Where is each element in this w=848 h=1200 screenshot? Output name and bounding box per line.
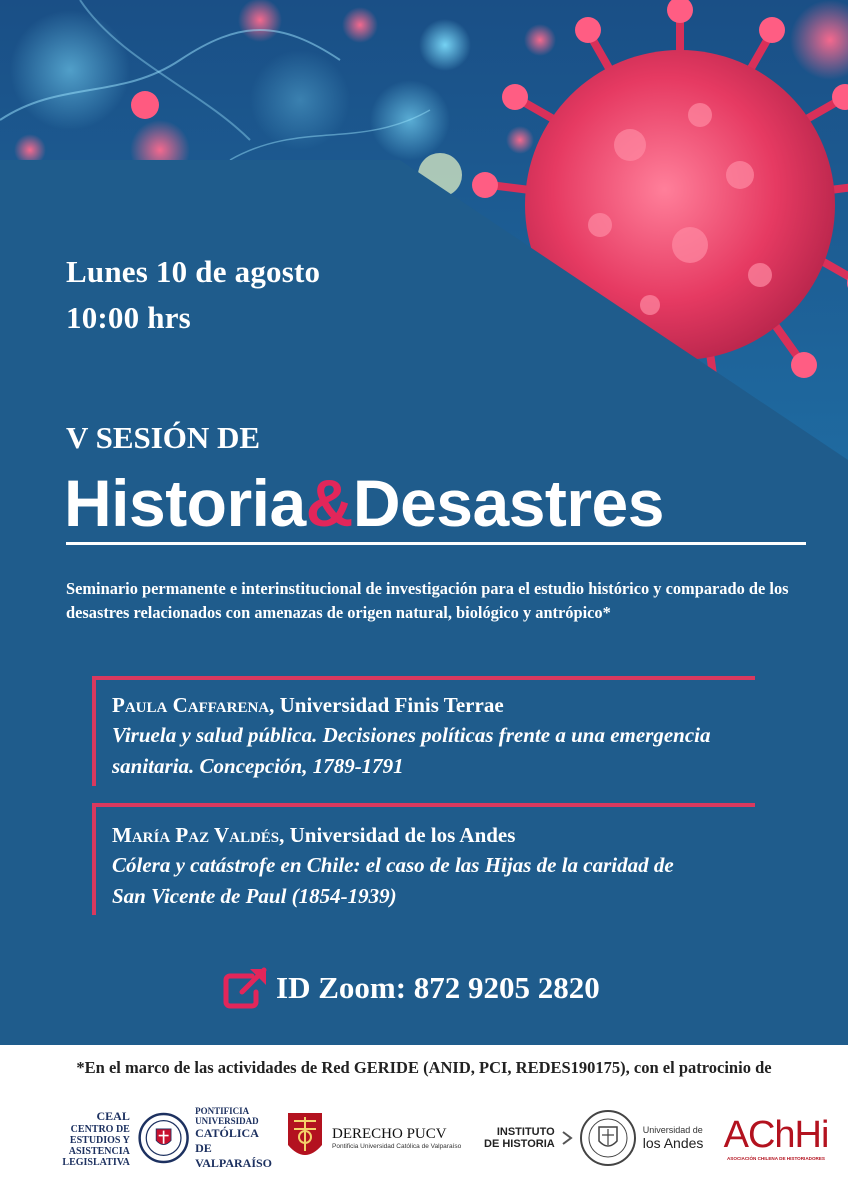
pucv-seal-icon [138,1107,189,1169]
uandes-seal-icon [579,1109,637,1167]
talk-2-title: Cólera y catástrofe en Chile: el caso de las Hijas de la caridad de San Vicente de Paul (1854-1939) [112,853,674,908]
event-date: Lunes 10 de agosto [66,254,321,289]
zoom-id-text: ID Zoom: 872 9205 2820 [276,970,600,1005]
instituto-historia-logo [484,1100,704,1176]
talk-2-divider [92,803,755,807]
achhi-name: ASOCIACIÓN CHILENA DE HISTORIADORES [726,1155,825,1161]
talk-2-speaker [112,820,712,850]
external-link-icon [222,966,270,1010]
talk-1-title: Viruela y salud pública. Decisiones políticas frente a una emergencia sanitaria. Concepción, 1789-1791 [112,723,711,778]
pucv-line3: CATÓLICA DE [195,1125,259,1155]
talk-1-affiliation: , Universidad Finis Terrae [269,693,504,717]
talk-1 [112,690,752,782]
title-underline [66,542,806,545]
session-heading: V SESIÓN DE [66,420,261,455]
event-time: 10:00 hrs [66,300,191,335]
event-description: Seminario permanente e interinstitucional de investigación para el estudio histórico y comparado de los desastres relacionados con amenazas de origen natural, biológico y antrópico* [66,579,789,622]
derecho-pucv-logo [286,1100,476,1176]
virus-illustration [0,0,848,460]
talk-2-side-bar [92,803,96,915]
talk-1-side-bar [92,676,96,786]
talk-1-divider [92,676,755,680]
talk-1-speaker-name: Paula Caffarena [112,693,270,717]
title-part-historia: Historia [64,466,306,540]
title-part-desastres: Desastres [352,466,664,540]
pucv-line2: UNIVERSIDAD [195,1115,259,1126]
title-ampersand: & [305,466,353,540]
instituto-line1: INSTITUTO [496,1126,555,1138]
ceal-abbr: CEAL [96,1108,130,1123]
derecho-subtitle: Pontificia Universidad Católica de Valparaíso [332,1143,462,1150]
talk-2 [112,820,712,912]
chevron-right-icon [559,1128,575,1148]
achhi-logo [712,1100,840,1176]
zoom-info [222,966,600,1010]
event-title [64,466,664,540]
footer-note: *En el marco de las actividades de Red GERIDE (ANID, PCI, REDES190175), con el patrocinio de [76,1058,772,1077]
derecho-shield-icon [286,1111,324,1165]
pucv-line4: VALPARAÍSO [195,1155,272,1170]
uandes-line1: Universidad de [642,1125,703,1135]
ceal-logo [22,1100,272,1176]
achhi-abbr: AChHi [723,1113,829,1156]
pucv-line1: PONTIFICIA [195,1105,250,1116]
instituto-line2: DE HISTORIA [484,1138,555,1150]
talk-2-speaker-name: María Paz Valdés [112,823,280,847]
talk-1-speaker [112,690,752,720]
talk-2-affiliation: , Universidad de los Andes [279,823,516,847]
ceal-line2: ASISTENCIA LEGISLATIVA [62,1145,130,1168]
uandes-line2: los Andes [642,1135,704,1151]
derecho-title: DERECHO PUCV [332,1126,447,1142]
ceal-line1: CENTRO DE ESTUDIOS Y [69,1123,130,1146]
